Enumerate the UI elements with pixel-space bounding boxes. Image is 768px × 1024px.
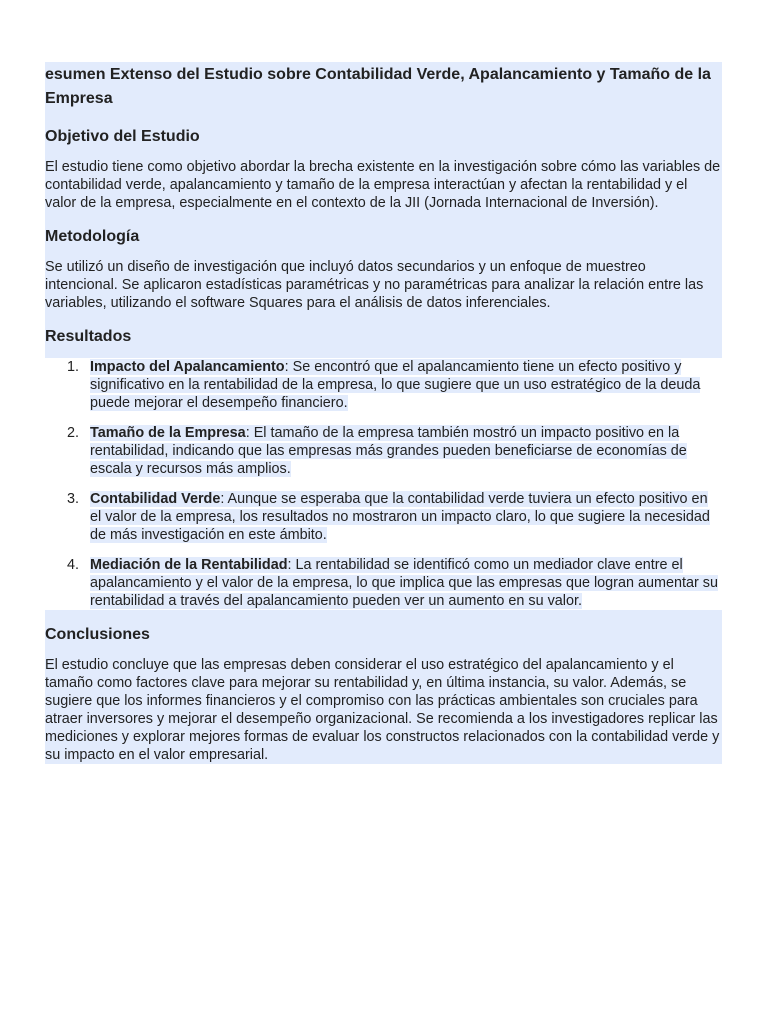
list-item-number: 1. <box>67 359 80 375</box>
list-item <box>45 490 722 556</box>
section-heading-objetivo: Objetivo del Estudio <box>45 112 722 158</box>
list-item-content <box>90 359 700 411</box>
list-item-content <box>90 491 710 543</box>
list-item-text: : El tamaño de la empresa también mostró un impacto positivo en la rentabilidad, indicando que las empresas más grandes pueden beneficiarse de economías de escala y recursos más amplios. <box>90 425 687 477</box>
section-heading-conclusiones: Conclusiones <box>45 610 722 656</box>
list-item-text: : Aunque se esperaba que la contabilidad verde tuviera un efecto positivo en el valor de la empresa, los resultados no mostraron un impacto claro, lo que sugiere la necesidad de más investigación en este ámbito. <box>90 491 710 543</box>
list-item <box>45 424 722 490</box>
section-body-objetivo: El estudio tiene como objetivo abordar la brecha existente en la investigación sobre cómo las variables de contabilidad verde, apalancamiento y tamaño de la empresa interactúan y afectan la rentabilidad y el valor de la empresa, especialmente en el contexto de la JII (Jornada Internacional de Inversión). <box>45 159 721 211</box>
list-item <box>45 358 722 424</box>
list-item-content <box>90 557 718 609</box>
list-item-number: 4. <box>67 557 80 573</box>
list-item-term: Mediación de la Rentabilidad <box>90 557 288 573</box>
results-list <box>45 358 722 610</box>
list-item-text: : Se encontró que el apalancamiento tiene un efecto positivo y significativo en la rentabilidad de la empresa, lo que sugiere que un uso estratégico de la deuda puede mejorar el desempeño financiero. <box>90 359 701 411</box>
section-heading-resultados: Resultados <box>45 312 722 358</box>
list-item <box>45 556 722 610</box>
list-item-term: Tamaño de la Empresa <box>90 425 246 441</box>
section-heading-metodologia: Metodología <box>45 212 722 258</box>
section-body-metodologia: Se utilizó un diseño de investigación que incluyó datos secundarios y un enfoque de muestreo intencional. Se aplicaron estadísticas paramétricas y no paramétricas para analizar la relación entre las variables, utilizando el software Squares para el análisis de datos inferenciales. <box>45 258 722 312</box>
list-item-term: Impacto del Apalancamiento <box>90 359 285 375</box>
list-item-term: Contabilidad Verde <box>90 491 221 507</box>
document <box>45 62 722 764</box>
document-title: esumen Extenso del Estudio sobre Contabilidad Verde, Apalancamiento y Tamaño de la Empresa <box>45 62 722 112</box>
list-item-number: 2. <box>67 425 80 441</box>
list-item-text: : La rentabilidad se identificó como un mediador clave entre el apalancamiento y el valor de la empresa, lo que implica que las empresas que logran aumentar su rentabilidad a través del apalancamiento pueden ver un aumento en su valor. <box>90 557 718 609</box>
list-item-content <box>90 425 687 477</box>
section-body-conclusiones: El estudio concluye que las empresas deben considerar el uso estratégico del apalancamiento y el tamaño como factores clave para mejorar su rentabilidad y, en última instancia, su valor. Además, se sugiere que los informes financieros y el compromiso con las prácticas ambientales son cruciales para atraer inversores y mejorar el desempeño organizacional. Se recomienda a los investigadores replicar las mediciones y explorar mejores formas de evaluar los constructos relacionados con la contabilidad verde y su impacto en el valor empresarial. <box>45 656 722 764</box>
list-item-number: 3. <box>67 491 80 507</box>
